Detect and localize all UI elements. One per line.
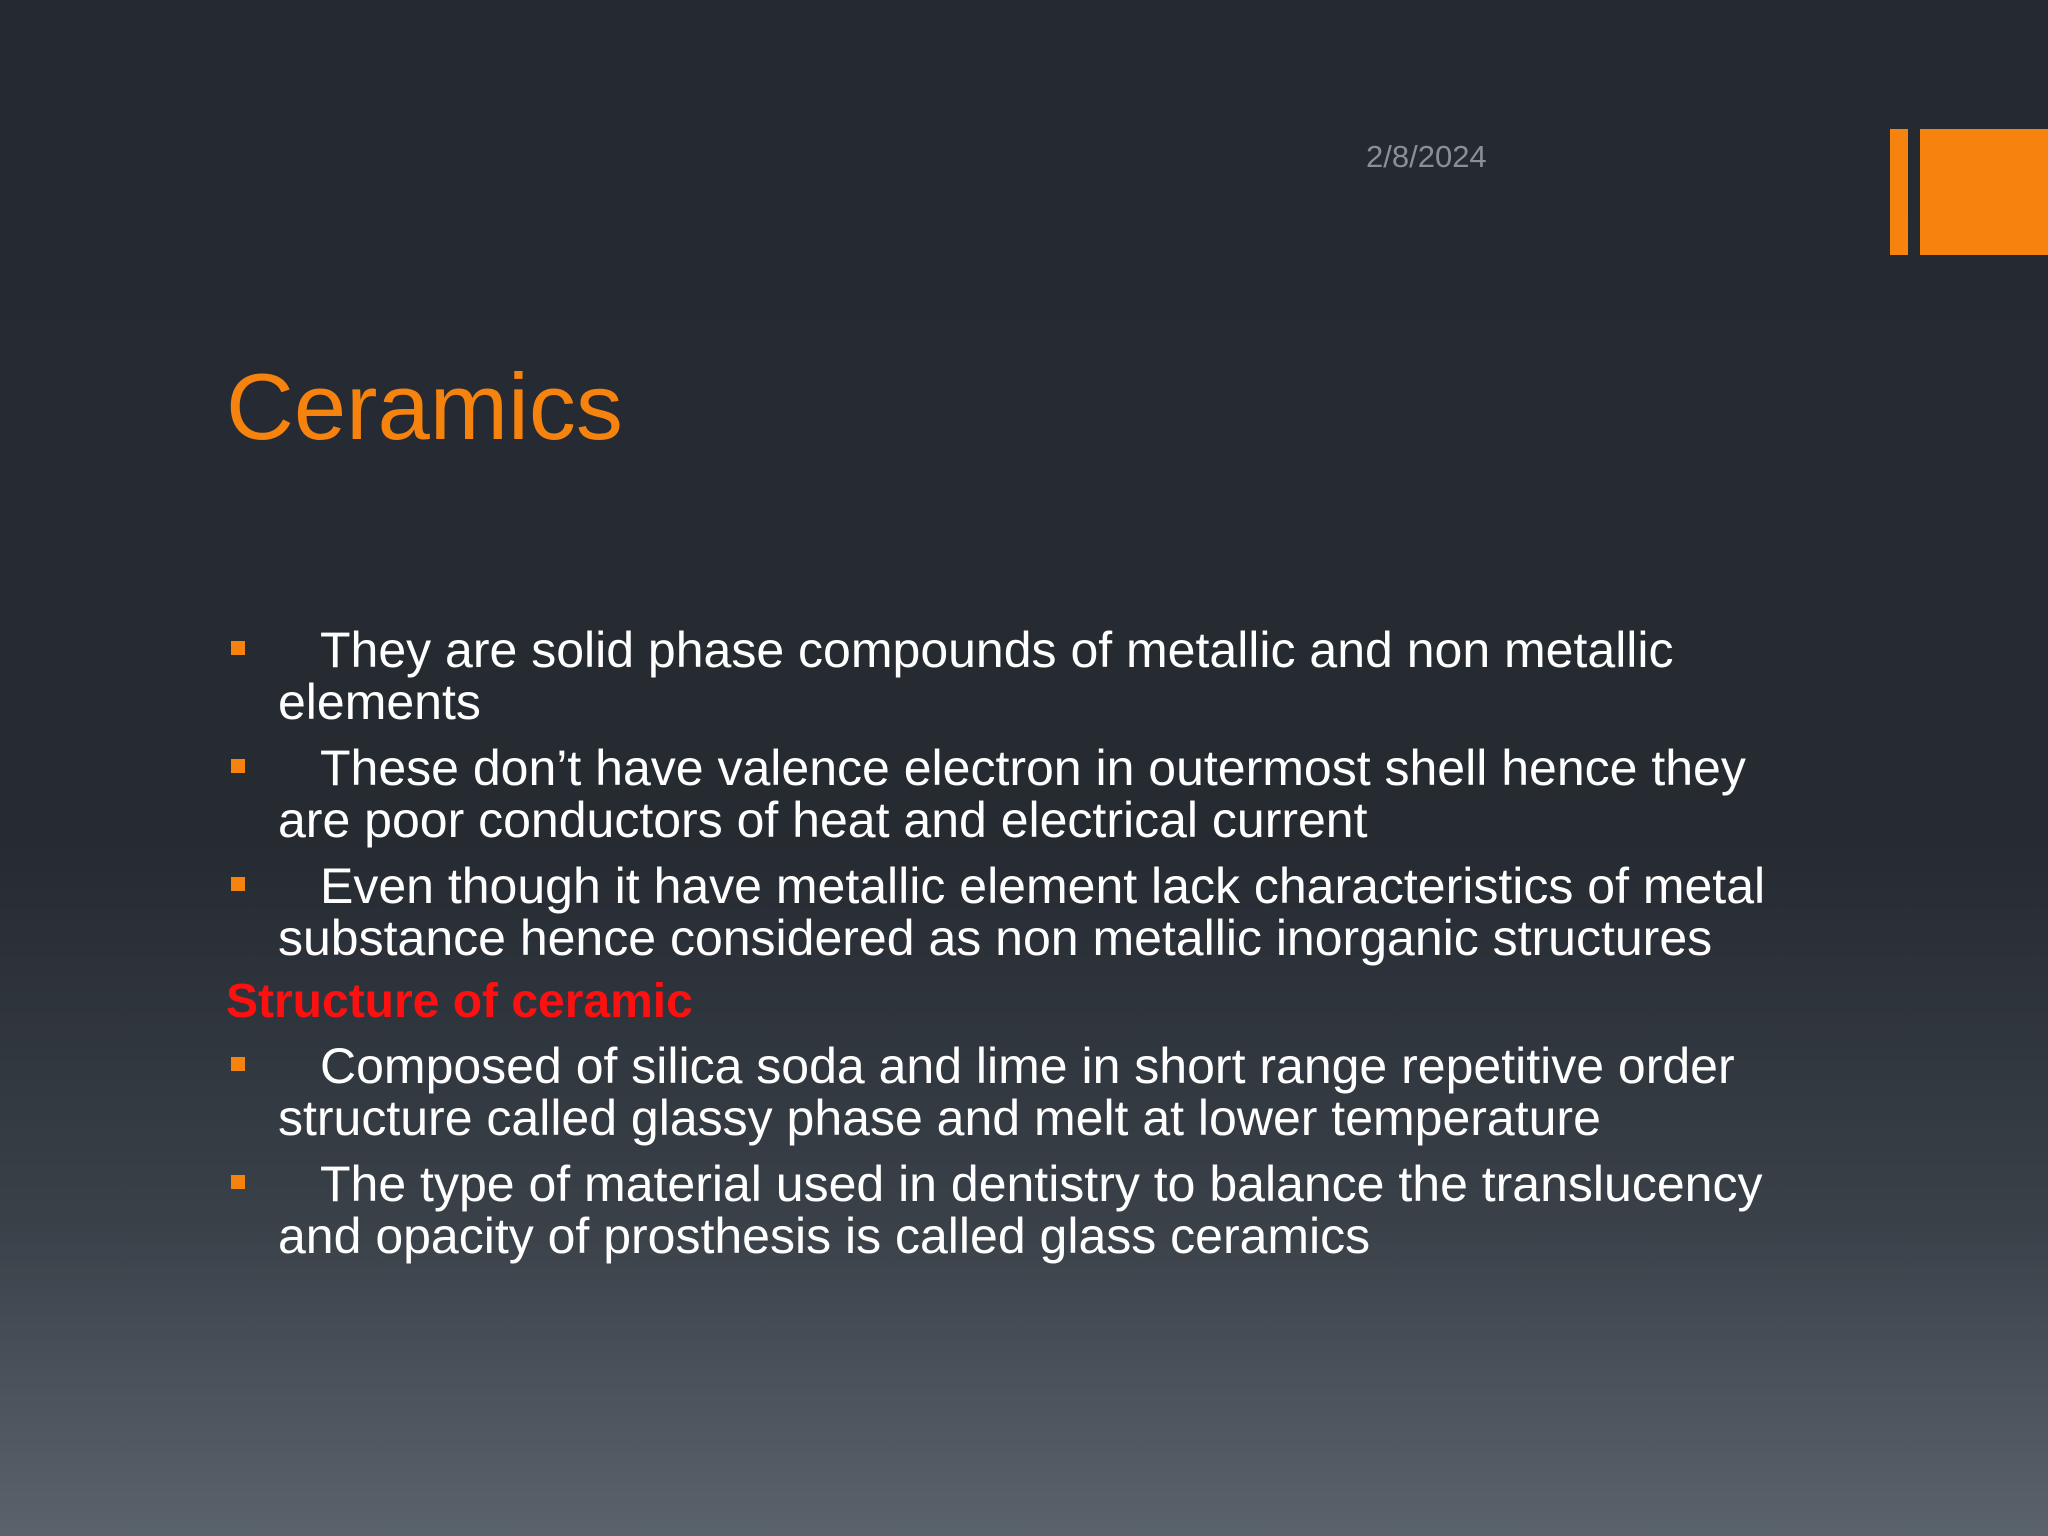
bullet-text: The type of material used in dentistry to balance the translucency and opacity of prosthesis is called glass ceramics — [278, 1156, 1763, 1264]
accent-bar-thick — [1920, 129, 2048, 255]
square-bullet-icon — [231, 877, 245, 891]
bullet-item — [226, 860, 1826, 964]
square-bullet-icon — [231, 1057, 245, 1071]
bullet-item — [226, 742, 1826, 846]
bullet-item — [226, 1158, 1826, 1262]
bullet-text: Even though it have metallic element lack characteristics of metal substance hence considered as non metallic inorganic structures — [278, 858, 1766, 966]
section-subheading: Structure of ceramic — [226, 975, 693, 1028]
square-bullet-icon — [231, 759, 245, 773]
slide-content — [226, 624, 1826, 1276]
bullet-text: Composed of silica soda and lime in short range repetitive order structure called glassy phase and melt at lower temperature — [278, 1038, 1735, 1146]
bullet-item — [226, 624, 1826, 728]
square-bullet-icon — [231, 1175, 245, 1189]
bullet-text: These don’t have valence electron in outermost shell hence they are poor conductors of heat and electrical current — [278, 740, 1746, 848]
square-bullet-icon — [231, 641, 245, 655]
slide-date: 2/8/2024 — [1366, 139, 1487, 174]
bullet-item — [226, 1040, 1826, 1144]
bullet-text: They are solid phase compounds of metallic and non metallic elements — [278, 622, 1674, 730]
slide-title: Ceramics — [226, 354, 623, 459]
accent-bar-thin — [1890, 129, 1908, 255]
